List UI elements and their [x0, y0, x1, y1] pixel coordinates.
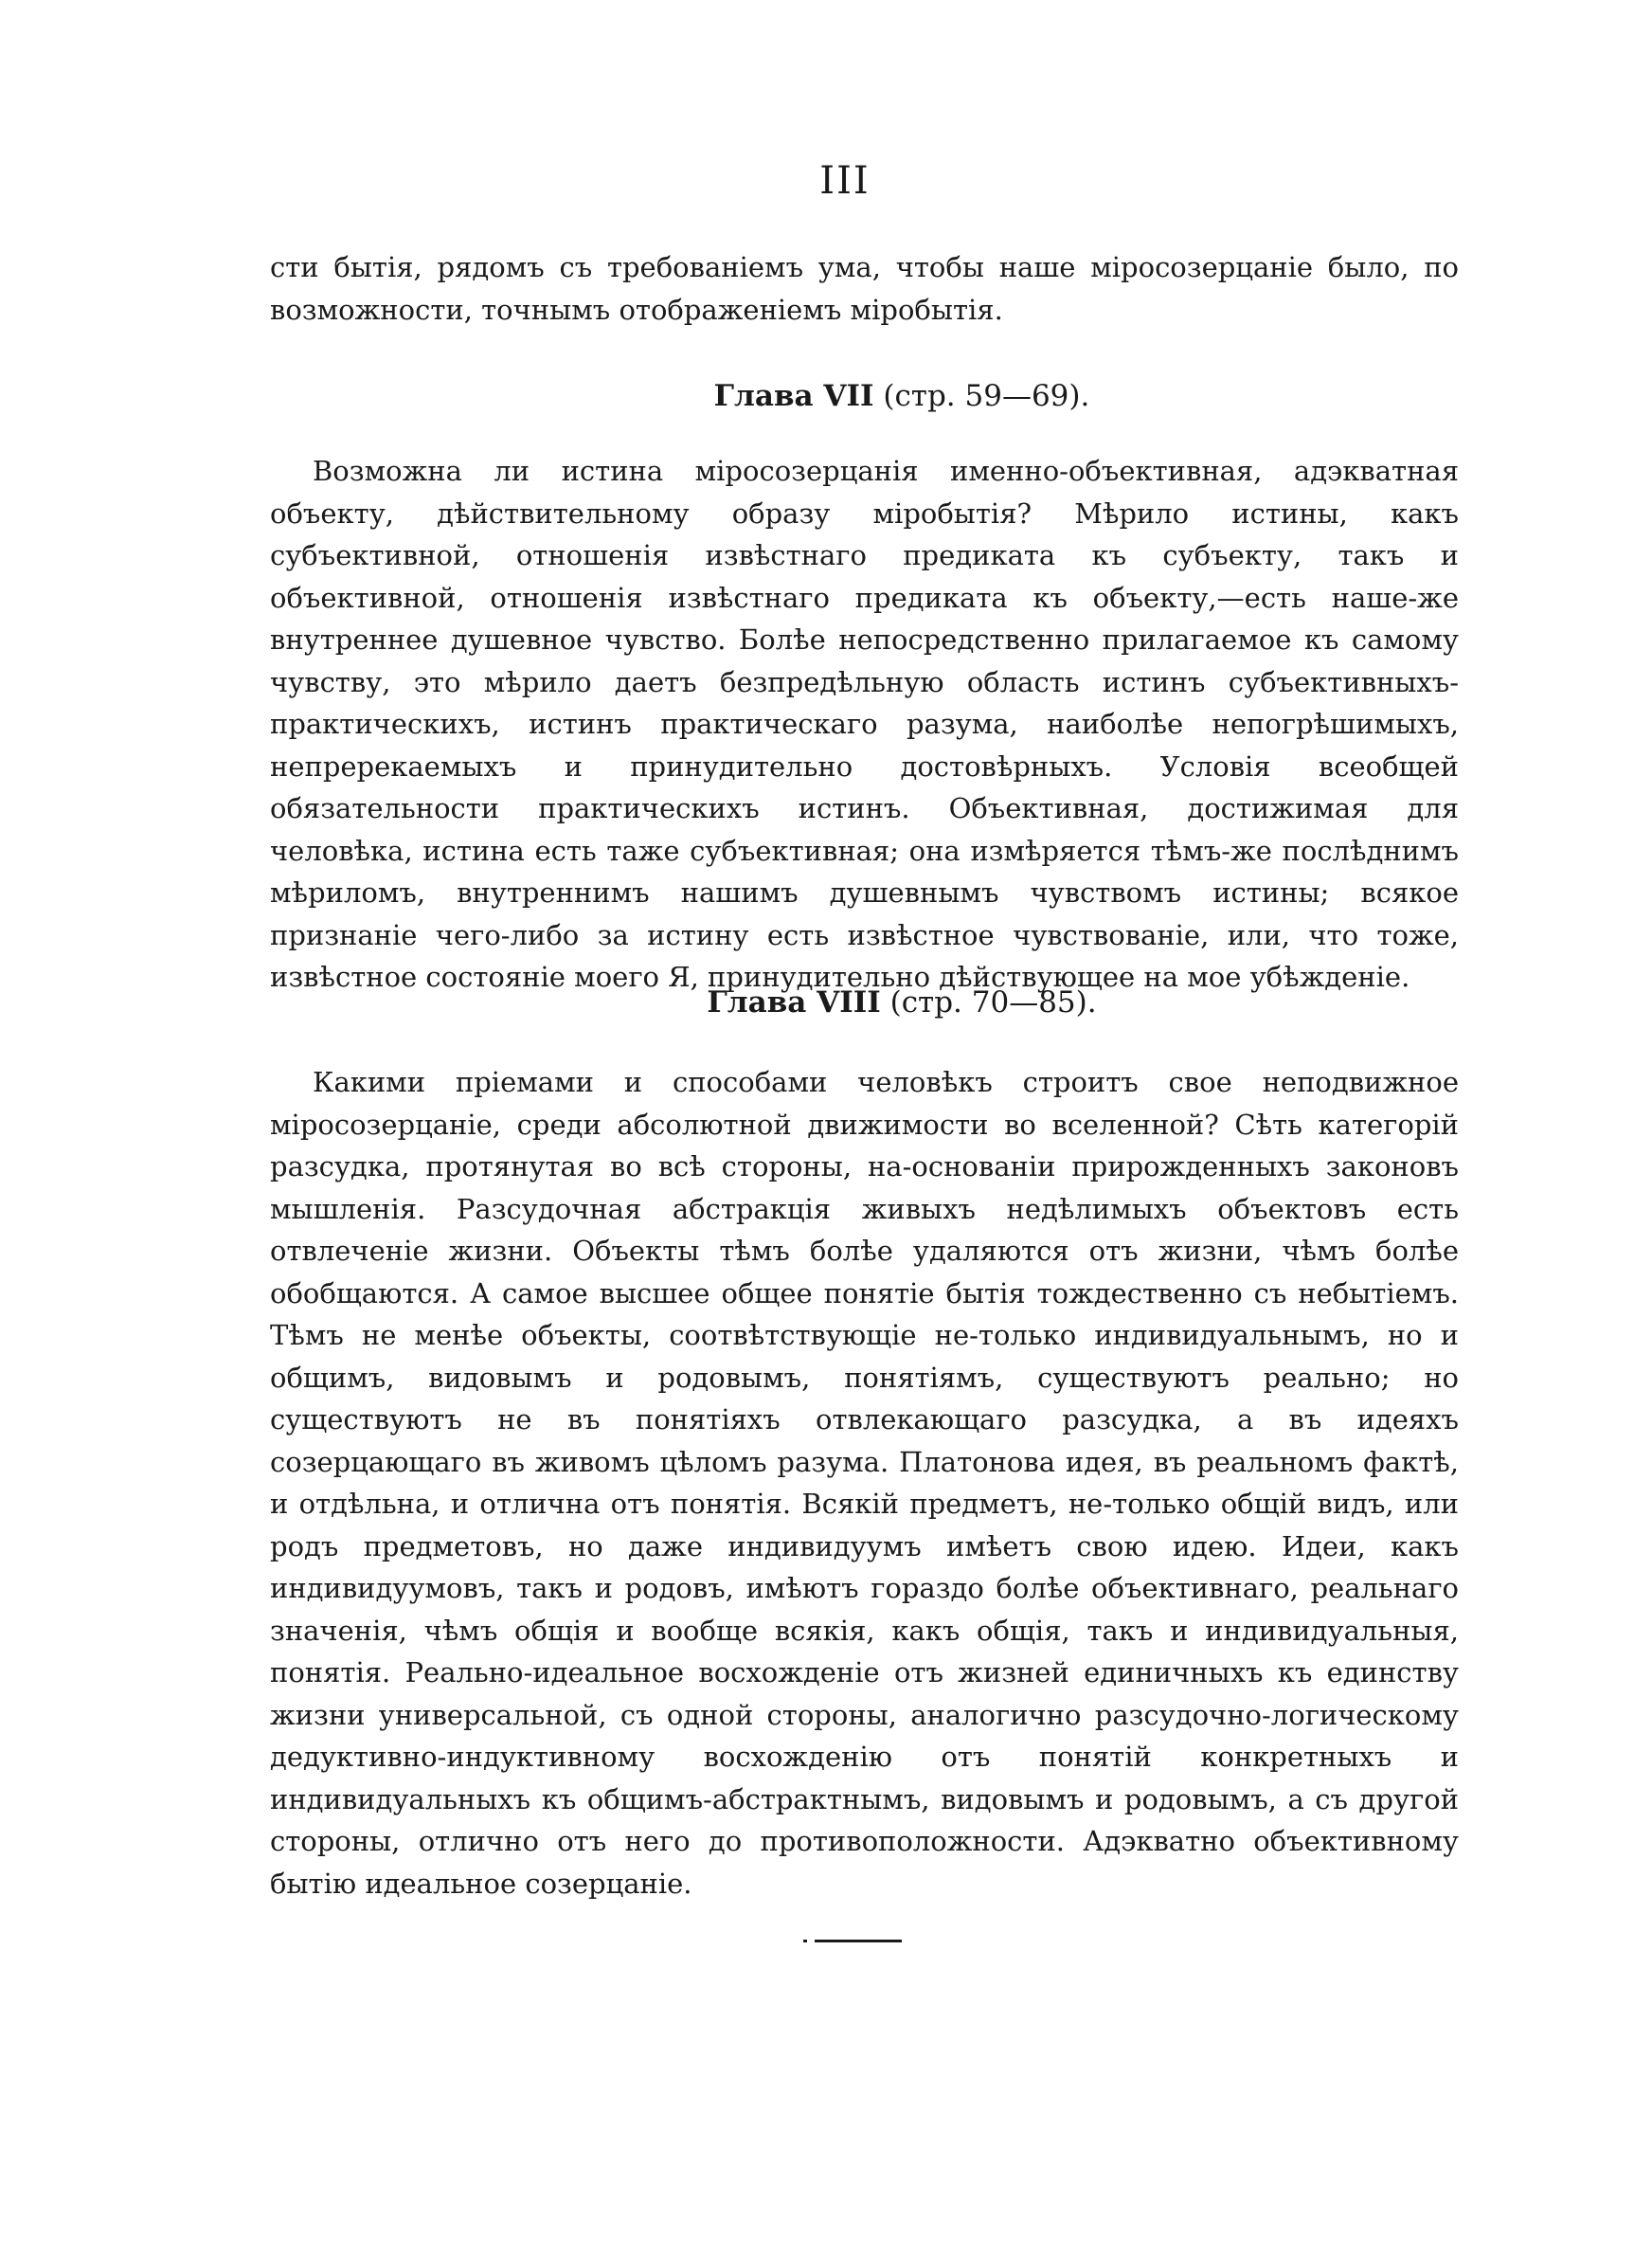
chapter-vii-block [270, 450, 1459, 999]
chapter-heading-viii [0, 985, 1652, 1020]
chapter-viii-paragraph: Какими пріемами и способами человѣкъ строитъ свое неподвижное міросозерцаніе, среди абсолютной движимости во вселенной? Сѣть категорій разсудка, протянутая во всѣ стороны, на-основаніи прирожденныхъ законовъ мышленія. Разсудочная абстракція живыхъ недѣлимыхъ объектовъ есть отвлеченіе жизни. Объекты тѣмъ болѣе удаляются отъ жизни, чѣмъ болѣе обобщаются. А самое высшее общее понятіе бытія тождественно съ небытіемъ. Тѣмъ не менѣе объекты, соотвѣтствующіе не-только индивидуальнымъ, но и общимъ, видовымъ и родовымъ, понятіямъ, существуютъ реально; но существуютъ не въ понятіяхъ отвлекающаго разсудка, а въ идеяхъ созерцающаго въ живомъ цѣломъ разума. Платонова идея, въ реальномъ фактѣ, и отдѣльна, и отлична отъ понятія. Всякій предметъ, не-только общій видъ, или родъ предметовъ, но даже индивидуумъ имѣетъ свою идею. Идеи, какъ индивидуумовъ, такъ и родовъ, имѣютъ гораздо болѣе объективнаго, реальнаго значенія, чѣмъ общія и вообще всякія, какъ общія, такъ и индивидуальныя, понятія. Реально-идеальное восхожденіе отъ жизней единичныхъ къ единству жизни универсальной, съ одной стороны, аналогично разсудочно-логическому дедуктивно-индуктивному восхожденію отъ понятій конкретныхъ и индивидуальныхъ къ общимъ-абстрактнымъ, видовымъ и родовымъ, а съ другой стороны, отлично отъ него до противоположности. Адэкватно объективному бытію идеальное созерцаніе. [270, 1066, 1459, 1900]
chapter-label: Глава VII [713, 379, 874, 413]
end-rule-dot [803, 1940, 807, 1942]
end-rule [815, 1940, 902, 1942]
chapter-heading-vii [0, 379, 1652, 413]
chapter-pages: (стр. 59—69). [883, 379, 1090, 413]
page-number: III [819, 159, 871, 203]
intro-paragraph: сти бытія, рядомъ съ требованіемъ ума, чтобы наше міросозерцаніе было, по возможности, точнымъ отображеніемъ міробытія. [270, 251, 1459, 326]
chapter-vii-paragraph: Возможна ли истина міросозерцанія именно-объективная, адэкватная объекту, дѣйствительному образу міробытія? Мѣрило истины, какъ субъективной, отношенія извѣстнаго предиката къ субъекту, такъ и объективной, отношенія извѣстнаго предиката къ объекту,—есть наше-же внутреннее душевное чувство. Болѣе непосредственно прилагаемое къ самому чувству, это мѣрило даетъ безпредѣльную область истинъ субъективныхъ-практическихъ, истинъ практическаго разума, наиболѣе непогрѣшимыхъ, непререкаемыхъ и принудительно достовѣрныхъ. Условія всеобщей обязательности практическихъ истинъ. Объективная, достижимая для человѣка, истина есть таже субъективная; она измѣряется тѣмъ-же послѣднимъ мѣриломъ, внутреннимъ нашимъ душевнымъ чувствомъ истины; всякое признаніе чего-либо за истину есть извѣстное чувствованіе, или, что тоже, извѣстное состояніе моего Я, принудительно дѣйствующее на мое убѣжденіе. [270, 455, 1459, 993]
chapter-label: Глава VIII [707, 985, 881, 1020]
chapter-viii-block [270, 1061, 1459, 1905]
intro-block [270, 246, 1459, 331]
chapter-pages: (стр. 70—85). [889, 985, 1097, 1020]
